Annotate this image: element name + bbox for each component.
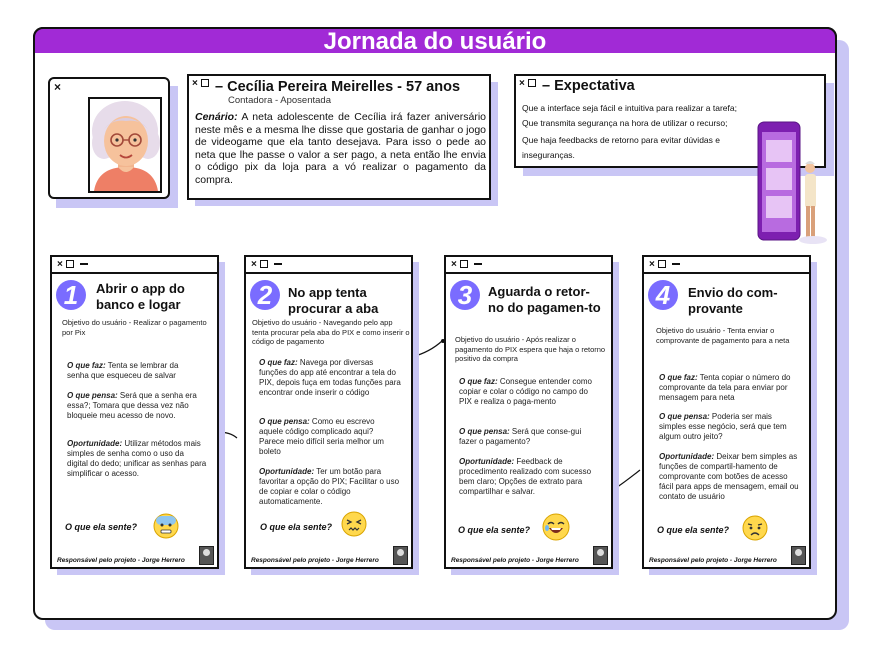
- step-objective: Objetivo do usuário - Realizar o pagamento por Pix: [62, 318, 207, 337]
- maximize-icon: [260, 260, 268, 268]
- step-title: Aguarda o retor-no do pagamen-to: [488, 284, 601, 315]
- step-opportunity: Oportunidade: Deixar bem simples as funções de compartil-hamento de comprovante com botões de acesso fácil para apps de mensagem, email ou contato de usuário: [659, 452, 799, 501]
- persona-role: Contadora - Aposentada: [228, 95, 331, 106]
- title-bar: [33, 27, 837, 53]
- step-2-card: [244, 255, 413, 569]
- card-divider: [246, 272, 411, 274]
- step-thinks: O que pensa: Será que conse-gui fazer o pagamento?: [459, 427, 582, 446]
- step-objective: Objetivo do usuário - Tenta enviar o comprovante de pagamento para a neta: [656, 326, 790, 345]
- responsible-photo: [393, 546, 408, 565]
- responsible-photo: [791, 546, 806, 565]
- close-icon: ×: [519, 78, 526, 89]
- scenario-text: A neta adolescente de Cecília irá fazer aniversário neste mês e a mesma lhe disse que gostaria de ganhar o jogo de videogame que ela tanto desejava. Para isso o pede ao neta que lhe passe o valor a ser pago, a neta então lhe envia o código pix da loja para a vó realizar o pagamento da compra.: [195, 111, 486, 186]
- step-feel-label: O que ela sente?: [260, 522, 333, 532]
- sad-face-icon: [742, 515, 768, 541]
- maximize-icon: [66, 260, 74, 268]
- step-objective: Objetivo do usuário - Navegando pelo app tenta procurar pela aba do PIX e como inserir o código de pagamento: [252, 318, 410, 346]
- step-does: O que faz: Navega por diversas funções do app até encontrar a tela do PIX, depois fuça em todas funções para encontrar onde inserir o código: [259, 358, 401, 397]
- step-thinks: O que pensa: Será que a senha era essa?; Tomara que dessa vez não bloqueie meu acesso de novo.: [67, 391, 197, 420]
- step-feel-label: O que ela sente?: [65, 522, 138, 532]
- step-number: 4: [648, 280, 678, 310]
- confounded-face-icon: [341, 511, 367, 537]
- close-icon: ×: [54, 80, 63, 94]
- persona-scenario: [195, 111, 486, 187]
- expectation-title: – Expectativa: [542, 78, 635, 94]
- window-controls: [57, 259, 90, 270]
- step-does: O que faz: Tenta copiar o número do comprovante da tela para enviar por mensagem para neta: [659, 373, 791, 402]
- step-title: No app tenta procurar a aba: [288, 285, 379, 316]
- responsible-label: Responsável pelo projeto - Jorge Herrero: [57, 557, 185, 564]
- expectation-line-3: Que haja feedbacks de retorno para evitar dúvidas e inseguranças.: [522, 135, 720, 160]
- responsible-photo: [593, 546, 608, 565]
- step-title: Envio do com-provante: [688, 285, 778, 316]
- maximize-icon: [658, 260, 666, 268]
- maximize-icon: [528, 79, 536, 87]
- step-opportunity: Oportunidade: Ter um botão para favoritar a opção do PIX; Facilitar o uso de copiar e colar o código automaticamente.: [259, 467, 400, 506]
- card-divider: [446, 272, 611, 274]
- minimize-icon: [80, 263, 88, 265]
- step-thinks: O que pensa: Como eu escrevo aquele código complicado aqui? Parece meio difícil seria melhor um boleto: [259, 417, 384, 456]
- step-opportunity: Oportunidade: Utilizar métodos mais simples de senha como o uso da digital do dedo; unificar as senhas para simplificar o acesso.: [67, 439, 207, 478]
- step-feel-label: O que ela sente?: [458, 525, 531, 535]
- minimize-icon: [474, 263, 482, 265]
- step-title: Abrir o app do banco e logar: [96, 281, 185, 312]
- step-4-card: [642, 255, 811, 569]
- maximize-icon: [460, 260, 468, 268]
- worried-face-icon: [153, 513, 179, 539]
- minimize-icon: [672, 263, 680, 265]
- card-divider: [644, 272, 809, 274]
- window-controls: [649, 259, 682, 270]
- phone-illustration: [752, 118, 834, 248]
- step-number: 1: [56, 280, 86, 310]
- page-title: Jornada do usuário: [323, 28, 547, 55]
- responsible-label: Responsável pelo projeto - Jorge Herrero: [251, 557, 379, 564]
- step-1-card: [50, 255, 219, 569]
- step-number: 3: [450, 280, 480, 310]
- maximize-icon: [201, 79, 209, 87]
- close-icon: ×: [251, 259, 258, 270]
- responsible-photo: [199, 546, 214, 565]
- step-3-card: [444, 255, 613, 569]
- avatar: [80, 93, 170, 191]
- step-does: O que faz: Tenta se lembrar da senha que esqueceu de salvar: [67, 361, 179, 380]
- persona-name: – Cecília Pereira Meirelles - 57 anos: [215, 79, 461, 95]
- laughing-face-icon: [542, 513, 570, 541]
- step-thinks: O que pensa: Poderia ser mais simples esse negócio, será que tem algum outro jeito?: [659, 412, 787, 441]
- scenario-label: Cenário:: [195, 111, 238, 123]
- card-divider: [52, 272, 217, 274]
- close-icon: ×: [192, 78, 199, 89]
- close-icon: ×: [649, 259, 656, 270]
- responsible-label: Responsável pelo projeto - Jorge Herrero: [451, 557, 579, 564]
- responsible-label: Responsável pelo projeto - Jorge Herrero: [649, 557, 777, 564]
- step-number: 2: [250, 280, 280, 310]
- expectation-line-1: Que a interface seja fácil e intuitiva para realizar a tarefa;: [522, 103, 737, 113]
- step-opportunity: Oportunidade: Feedback de procedimento realizado com sucesso bem claro; Opções de extrato para compartilhar e salvar.: [459, 457, 592, 496]
- window-controls: [519, 78, 538, 89]
- step-objective: Objetivo do usuário - Após realizar o pagamento do PIX espera que haja o retorno positivo da compra: [455, 335, 606, 363]
- window-controls: [251, 259, 284, 270]
- minimize-icon: [274, 263, 282, 265]
- window-controls: [451, 259, 484, 270]
- step-does: O que faz: Consegue entender como copiar e colar o código no campo do PIX e realiza o paga-mento: [459, 377, 592, 406]
- avatar-window: [48, 77, 170, 199]
- expectation-line-2: Que transmita segurança na hora de utilizar o recurso;: [522, 118, 728, 128]
- persona-window: [187, 74, 491, 200]
- close-icon: ×: [451, 259, 458, 270]
- step-feel-label: O que ela sente?: [657, 525, 730, 535]
- window-controls: [192, 78, 211, 89]
- close-icon: ×: [57, 259, 64, 270]
